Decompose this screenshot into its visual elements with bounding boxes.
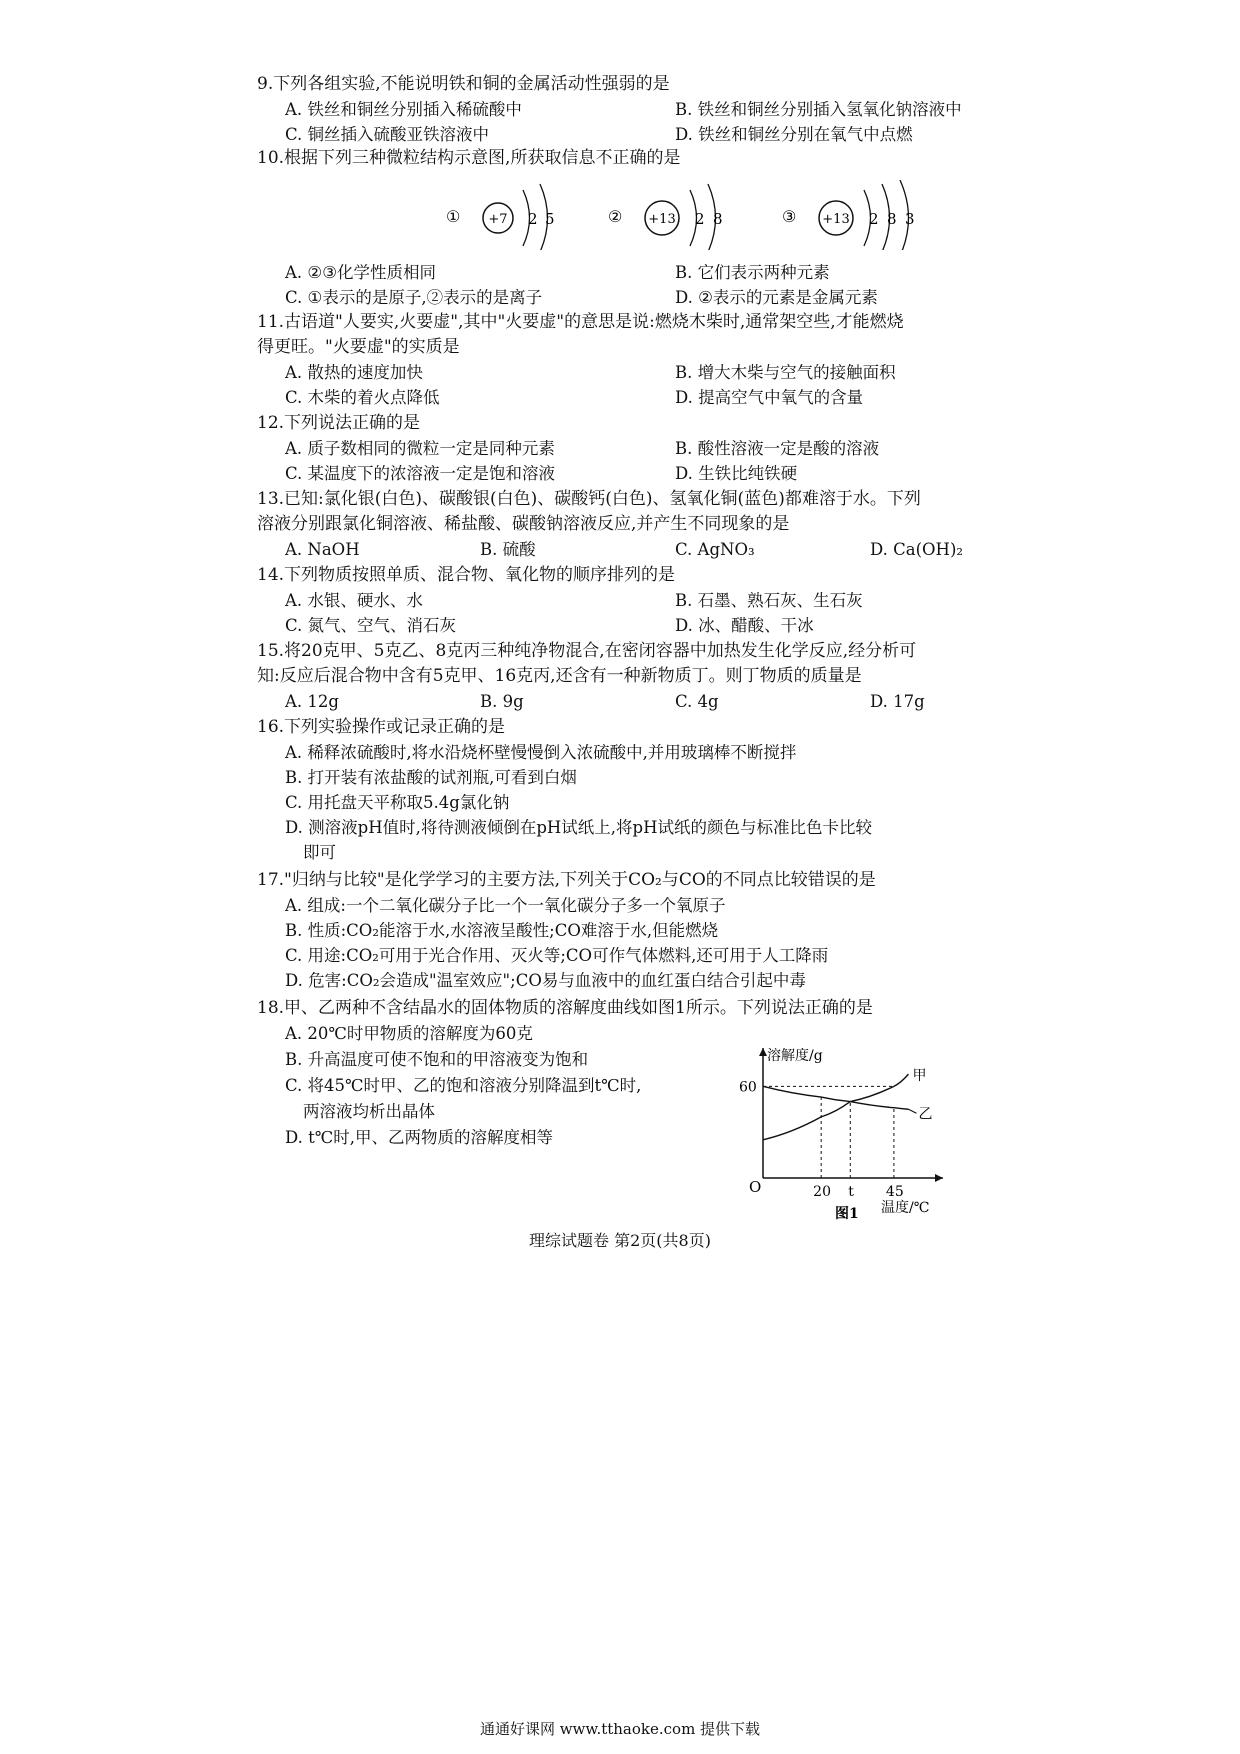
option-a: A. 铁丝和铜丝分别插入稀硫酸中 (285, 100, 522, 119)
option-a: A. 质子数相同的微粒一定是同种元素 (285, 439, 555, 458)
option-a: A. 组成:一个二氧化碳分子比一个一氧化碳分子多一个氧原子 (285, 896, 726, 915)
question-stem: 13.已知:氯化银(白色)、碳酸银(白色)、碳酸钙(白色)、氢氧化铜(蓝色)都难溶于水。下列 溶液分别跟氯化铜溶液、稀盐酸、碳酸钠溶液反应,并产生不同现象的是 (257, 489, 921, 534)
solubility-chart (735, 1048, 965, 1223)
option-c: C. AgNO₃ (675, 540, 755, 559)
option-d: D. Ca(OH)₂ (870, 540, 963, 559)
option-c: C. 某温度下的浓溶液一定是饱和溶液 (285, 464, 556, 483)
shell-electrons: 8 (887, 210, 897, 228)
atom-diagram-2 (608, 184, 723, 250)
option-a: A. 水银、硬水、水 (285, 591, 423, 610)
option-b: B. 石墨、熟石灰、生石灰 (675, 591, 863, 610)
atom-label: ① (446, 207, 461, 226)
question-10 (257, 146, 1047, 171)
question-stem: 10.根据下列三种微粒结构示意图,所获取信息不正确的是 (257, 148, 681, 168)
figure-caption: 图1 (835, 1206, 859, 1222)
series-label-leader (908, 1109, 916, 1113)
option-d: D. 冰、醋酸、干冰 (675, 616, 814, 635)
shell-electrons: 5 (545, 210, 555, 228)
question-stem: 11.古语道"人要实,火要虚",其中"火要虚"的意思是说:燃烧木柴时,通常架空些,才能燃烧 得更旺。"火要虚"的实质是 (257, 312, 904, 357)
option-c: C. 4g (675, 692, 719, 711)
shell-electrons: 2 (869, 210, 879, 228)
option-c: C. 用途:CO₂可用于光合作用、灭火等;CO可作气体燃料,还可用于人工降雨 (285, 946, 829, 965)
y-axis-label: 溶解度/g (767, 1048, 823, 1064)
option-b: B. 性质:CO₂能溶于水,水溶液呈酸性;CO难溶于水,但能燃烧 (285, 921, 719, 940)
option-a: A. 稀释浓硫酸时,将水沿烧杯壁慢慢倒入浓硫酸中,并用玻璃棒不断搅拌 (285, 743, 797, 762)
x-tick-label: t (848, 1184, 854, 1200)
series-label: 甲 (912, 1068, 927, 1085)
y-tick-label: 60 (739, 1079, 757, 1096)
option-b: B. 增大木柴与空气的接触面积 (675, 363, 896, 382)
option-d: D. 生铁比纯铁硬 (675, 464, 798, 483)
page-footer: 理综试题卷 第2页(共8页) (529, 1231, 711, 1250)
question-9 (257, 72, 1047, 147)
question-stem: 12.下列说法正确的是 (257, 413, 421, 433)
option-d: D. 测溶液pH值时,将待测液倾倒在pH试纸上,将pH试纸的颜色与标准比色卡比较 (285, 818, 872, 837)
question-stem: 14.下列物质按照单质、混合物、氧化物的顺序排列的是 (257, 565, 676, 585)
atom-label: ③ (782, 207, 797, 226)
question-10-options (257, 260, 1047, 310)
source-footer: 通通好课网 www.tthaoke.com 提供下载 (479, 1720, 761, 1738)
option-b: B. 9g (480, 692, 524, 711)
option-c: C. 氮气、空气、消石灰 (285, 616, 457, 635)
option-c: C. 将45℃时甲、乙的饱和溶液分别降温到t℃时, (285, 1076, 642, 1095)
series-label: 乙 (918, 1106, 933, 1123)
atom-structure-diagrams (440, 180, 960, 250)
question-16 (257, 715, 1047, 865)
option-b: B. 打开装有浓盐酸的试剂瓶,可看到白烟 (285, 768, 577, 787)
question-stem: 15.将20克甲、5克乙、8克丙三种纯净物混合,在密闭容器中加热发生化学反应,经分析可 知:反应后混合物中含有5克甲、16克丙,还含有一种新物质丁。则丁物质的质量是 (257, 641, 917, 686)
option-a: A. NaOH (285, 540, 360, 559)
nucleus-charge: +7 (488, 212, 508, 227)
option-a: A. 散热的速度加快 (285, 363, 423, 382)
question-14 (257, 563, 1047, 638)
option-d: D. 铁丝和铜丝分别在氧气中点燃 (675, 125, 913, 144)
question-stem: 17."归纳与比较"是化学学习的主要方法,下列关于CO₂与CO的不同点比较错误的是 (257, 870, 876, 890)
solubility-chart-svg (735, 1048, 965, 1223)
atom-diagram-1 (446, 184, 555, 250)
question-12 (257, 411, 1047, 486)
option-b: B. 它们表示两种元素 (675, 263, 830, 282)
shell-electrons: 3 (905, 210, 915, 228)
option-b: B. 硫酸 (480, 540, 536, 559)
question-17 (257, 868, 1047, 993)
option-a: A. ②③化学性质相同 (285, 263, 436, 282)
atom-diagram-3 (782, 180, 915, 250)
y-axis-arrow (759, 1048, 767, 1056)
option-d: D. 17g (870, 692, 925, 711)
option-c-continued: 两溶液均析出晶体 (303, 1102, 435, 1121)
option-b: B. 升高温度可使不饱和的甲溶液变为饱和 (285, 1050, 589, 1069)
option-d-continued: 即可 (303, 843, 336, 862)
question-13 (257, 487, 1047, 562)
option-d: D. t℃时,甲、乙两物质的溶解度相等 (285, 1128, 553, 1147)
x-axis-label: 温度/℃ (881, 1200, 930, 1216)
option-b: B. 铁丝和铜丝分别插入氢氧化钠溶液中 (675, 100, 962, 119)
shell-electrons: 8 (713, 210, 723, 228)
question-stem: 18.甲、乙两种不含结晶水的固体物质的溶解度曲线如图1所示。下列说法正确的是 (257, 998, 873, 1018)
x-tick-label: 20 (813, 1184, 832, 1200)
shell-electrons: 2 (695, 210, 705, 228)
x-axis-arrow (935, 1174, 943, 1182)
option-c: C. ①表示的是原子,②表示的是离子 (285, 288, 543, 307)
question-stem: 9.下列各组实验,不能说明铁和铜的金属活动性强弱的是 (257, 74, 670, 94)
option-d: D. 危害:CO₂会造成"温室效应";CO易与血液中的血红蛋白结合引起中毒 (285, 971, 806, 990)
option-a: A. 12g (285, 692, 339, 711)
question-11 (257, 310, 1047, 410)
option-d: D. 提高空气中氧气的含量 (675, 388, 864, 407)
atom-label: ② (608, 207, 623, 226)
option-c: C. 用托盘天平称取5.4g氯化钠 (285, 793, 510, 812)
option-b: B. 酸性溶液一定是酸的溶液 (675, 439, 880, 458)
option-c: C. 木柴的着火点降低 (285, 388, 440, 407)
question-stem: 16.下列实验操作或记录正确的是 (257, 717, 506, 737)
option-d: D. ②表示的元素是金属元素 (675, 288, 878, 307)
nucleus-charge: +13 (822, 212, 850, 227)
x-tick-label: 45 (885, 1184, 904, 1200)
shell-electrons: 2 (528, 210, 538, 228)
question-15 (257, 639, 1047, 714)
option-c: C. 铜丝插入硫酸亚铁溶液中 (285, 125, 490, 144)
option-a: A. 20℃时甲物质的溶解度为60克 (285, 1024, 533, 1043)
nucleus-charge: +13 (648, 212, 676, 227)
origin-label: O (749, 1178, 762, 1196)
